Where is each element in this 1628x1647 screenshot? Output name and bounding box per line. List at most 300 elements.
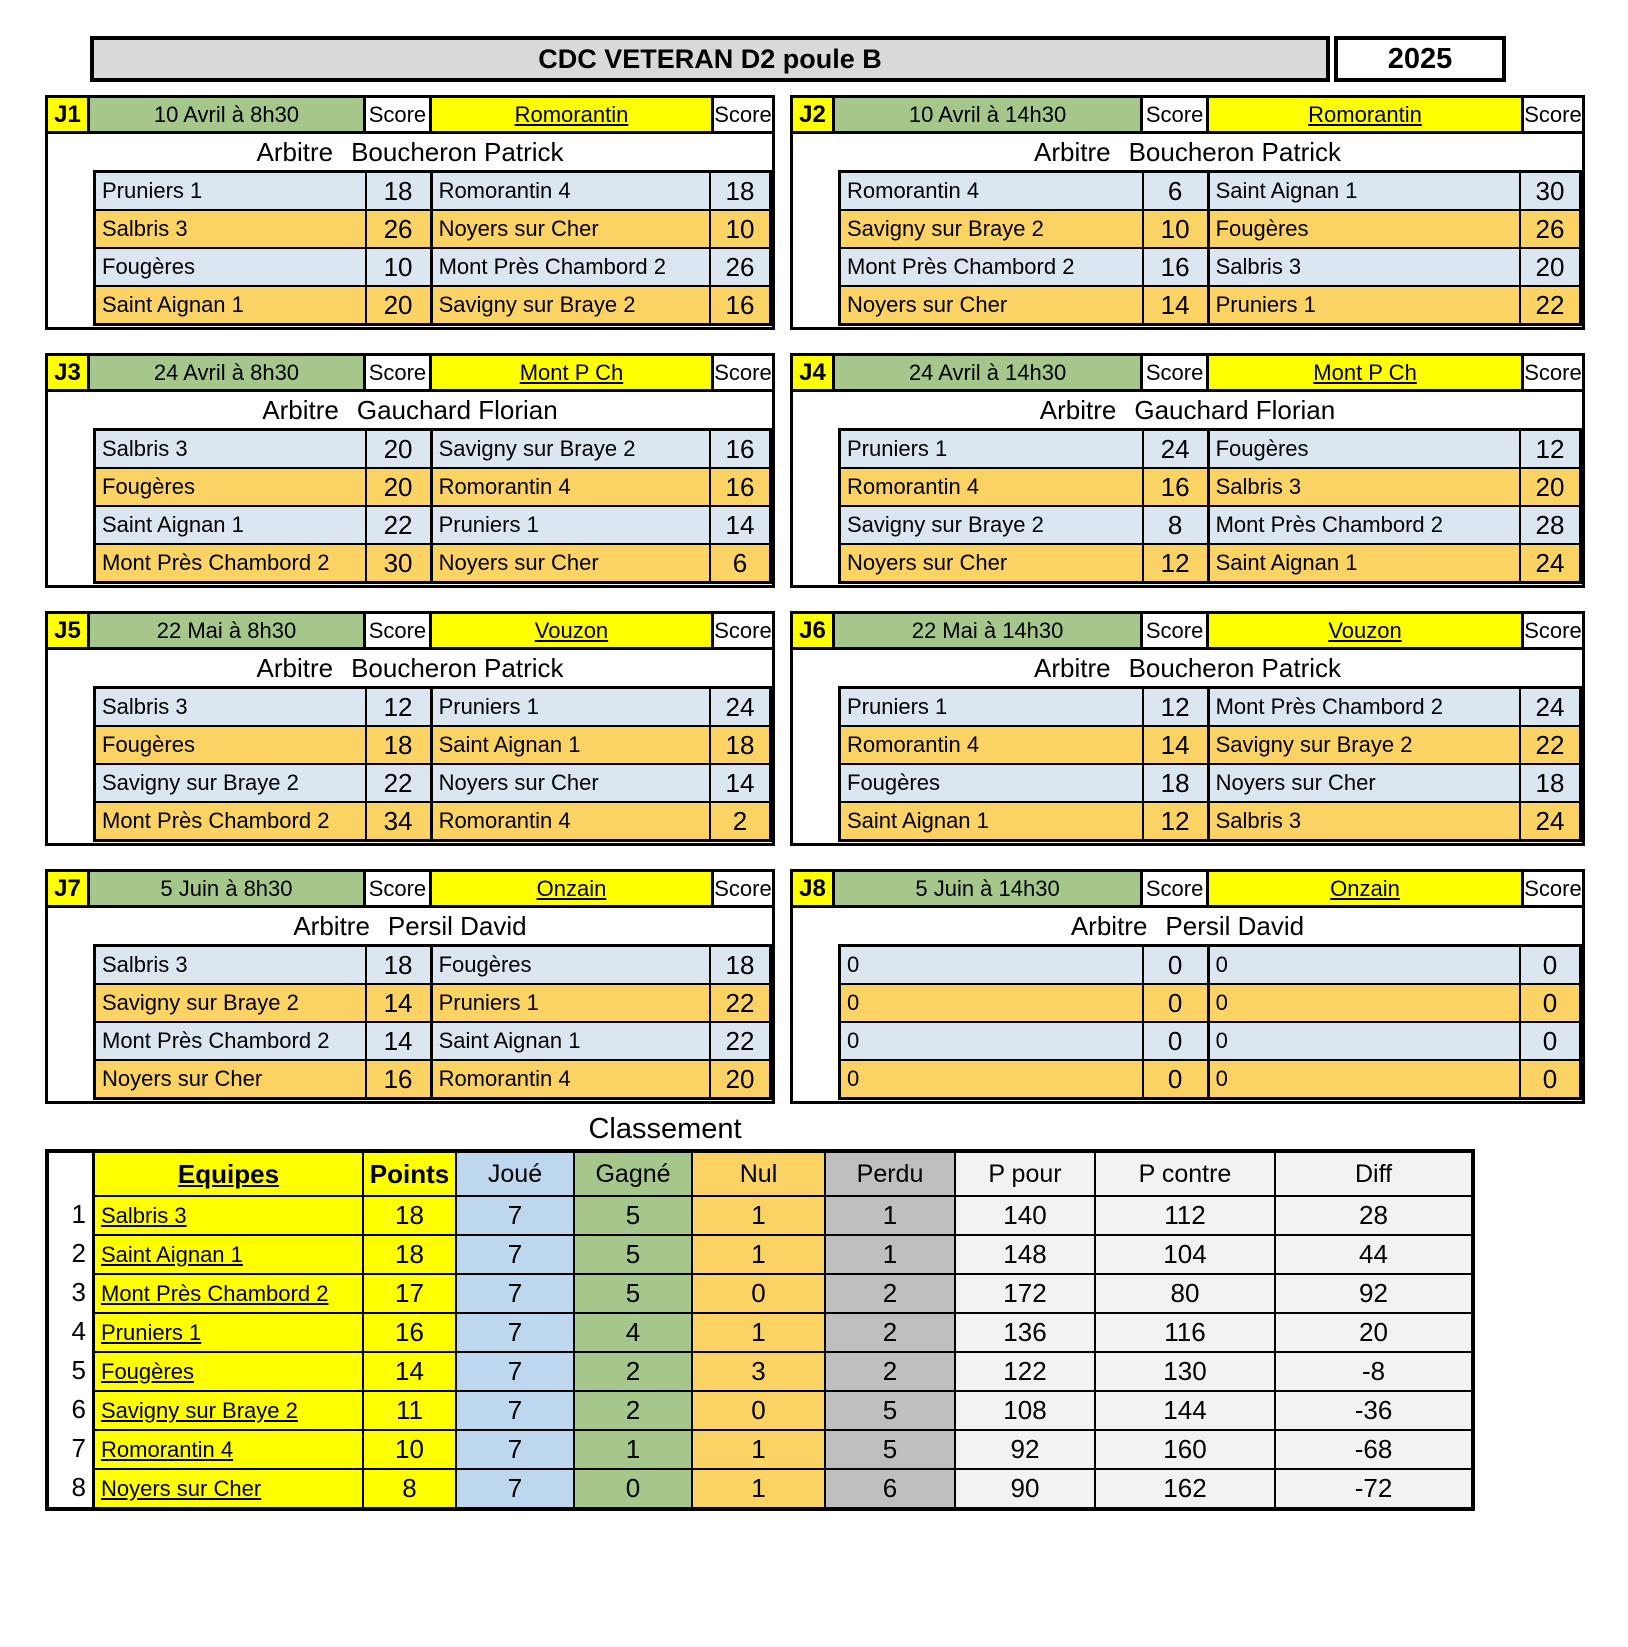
nul-header: Nul bbox=[693, 1153, 826, 1195]
home-team-cell: Pruniers 1 bbox=[96, 173, 367, 209]
round-id-cell: J2 bbox=[793, 98, 835, 131]
equipes-header: Equipes bbox=[92, 1153, 364, 1195]
away-score-cell: 18 bbox=[1535, 767, 1565, 798]
home-score-cell: 10 bbox=[1144, 211, 1210, 247]
away-team-cell: Savigny sur Braye 2 bbox=[433, 287, 711, 323]
match-row bbox=[841, 545, 1579, 581]
away-team-cell: Saint Aignan 1 bbox=[433, 727, 711, 763]
round-datetime-cell: 10 Avril à 14h30 bbox=[835, 98, 1143, 131]
nul-cell: 1 bbox=[693, 1429, 826, 1468]
joue-cell: 7 bbox=[457, 1312, 575, 1351]
away-score-cell: 24 bbox=[725, 691, 755, 722]
nul-cell: 1 bbox=[693, 1468, 826, 1507]
away-team-cell: Noyers sur Cher bbox=[433, 211, 711, 247]
home-score-cell: 12 bbox=[367, 689, 433, 725]
match-row bbox=[841, 431, 1579, 469]
points-cell: 16 bbox=[364, 1312, 457, 1351]
away-score-cell: 22 bbox=[725, 1025, 755, 1056]
diff-cell: -36 bbox=[1276, 1390, 1471, 1429]
away-score-cell: 14 bbox=[725, 767, 755, 798]
home-score-cell: 12 bbox=[1144, 545, 1210, 581]
home-score-cell: 18 bbox=[367, 947, 433, 983]
arbitre-name: Boucheron Patrick bbox=[1128, 136, 1342, 167]
arbitre-name: Boucheron Patrick bbox=[1128, 652, 1342, 683]
away-team-cell: Saint Aignan 1 bbox=[1210, 173, 1521, 209]
match-row bbox=[96, 803, 769, 839]
home-team-cell: Pruniers 1 bbox=[841, 431, 1144, 467]
home-score-cell: 20 bbox=[367, 431, 433, 467]
round-id-cell: J5 bbox=[48, 614, 90, 647]
score-header-right: Score bbox=[714, 872, 772, 905]
match-row bbox=[841, 173, 1579, 211]
score-header-left: Score bbox=[366, 614, 432, 647]
arbitre-row bbox=[48, 650, 772, 686]
home-score-cell: 20 bbox=[367, 469, 433, 505]
away-team-cell: Mont Près Chambord 2 bbox=[1210, 689, 1521, 725]
home-team-cell: Noyers sur Cher bbox=[96, 1061, 367, 1097]
round-header bbox=[48, 614, 772, 650]
match-row bbox=[96, 727, 769, 765]
p-contre-cell: 104 bbox=[1096, 1234, 1276, 1273]
classement-title: Classement bbox=[588, 1113, 742, 1145]
diff-cell: -68 bbox=[1276, 1429, 1471, 1468]
match-row bbox=[841, 985, 1579, 1023]
home-team-cell: Noyers sur Cher bbox=[841, 545, 1144, 581]
away-team-cell: Noyers sur Cher bbox=[433, 545, 711, 581]
gagne-cell: 5 bbox=[575, 1234, 693, 1273]
score-header-left: Score bbox=[1143, 98, 1209, 131]
gagne-cell: 2 bbox=[575, 1351, 693, 1390]
round-datetime-cell: 22 Mai à 14h30 bbox=[835, 614, 1143, 647]
away-score-cell: 24 bbox=[1535, 547, 1565, 578]
points-cell: 14 bbox=[364, 1351, 457, 1390]
away-team-cell: Pruniers 1 bbox=[1210, 287, 1521, 323]
round-datetime-cell: 10 Avril à 8h30 bbox=[90, 98, 366, 131]
home-score-cell: 18 bbox=[1144, 765, 1210, 801]
home-team-cell: Mont Près Chambord 2 bbox=[841, 249, 1144, 285]
match-row bbox=[841, 803, 1579, 839]
arbitre-name: Persil David bbox=[387, 910, 527, 941]
match-row bbox=[841, 727, 1579, 765]
match-row bbox=[96, 765, 769, 803]
round-block bbox=[45, 611, 775, 846]
round-header bbox=[48, 356, 772, 392]
perdu-cell: 2 bbox=[826, 1312, 956, 1351]
away-score-cell: 28 bbox=[1535, 509, 1565, 540]
home-score-cell: 16 bbox=[1144, 469, 1210, 505]
arbitre-name: Persil David bbox=[1165, 910, 1305, 941]
home-team-cell: Saint Aignan 1 bbox=[96, 287, 367, 323]
nul-cell: 1 bbox=[693, 1234, 826, 1273]
rank-cell: 1 bbox=[49, 1195, 92, 1234]
nul-cell: 1 bbox=[693, 1195, 826, 1234]
round-venue-cell: Mont P Ch bbox=[1209, 356, 1524, 389]
away-score-cell: 18 bbox=[725, 729, 755, 760]
away-score-cell: 2 bbox=[732, 805, 748, 836]
team-cell: Pruniers 1 bbox=[92, 1312, 364, 1351]
rank-header-cell bbox=[49, 1153, 92, 1195]
round-block bbox=[790, 353, 1585, 588]
home-score-cell: 12 bbox=[1144, 689, 1210, 725]
points-cell: 8 bbox=[364, 1468, 457, 1507]
team-cell: Savigny sur Braye 2 bbox=[92, 1390, 364, 1429]
team-cell: Mont Près Chambord 2 bbox=[92, 1273, 364, 1312]
match-row bbox=[96, 545, 769, 581]
away-score-cell: 20 bbox=[725, 1063, 755, 1094]
arbitre-row bbox=[48, 134, 772, 170]
score-header-left: Score bbox=[366, 98, 432, 131]
match-table bbox=[838, 944, 1582, 1100]
home-score-cell: 18 bbox=[367, 727, 433, 763]
arbitre-label: Arbitre bbox=[1033, 652, 1111, 683]
match-row bbox=[96, 469, 769, 507]
gagne-cell: 0 bbox=[575, 1468, 693, 1507]
gagne-cell: 2 bbox=[575, 1390, 693, 1429]
round-venue-cell: Vouzon bbox=[1209, 614, 1524, 647]
round-datetime-cell: 24 Avril à 8h30 bbox=[90, 356, 366, 389]
home-team-cell: Mont Près Chambord 2 bbox=[96, 803, 367, 839]
score-header-left: Score bbox=[1143, 872, 1209, 905]
home-team-cell: Savigny sur Braye 2 bbox=[841, 211, 1144, 247]
score-header-right: Score bbox=[1524, 98, 1582, 131]
home-team-cell: Salbris 3 bbox=[96, 689, 367, 725]
arbitre-row bbox=[793, 908, 1582, 944]
round-header bbox=[793, 872, 1582, 908]
home-score-cell: 14 bbox=[367, 985, 433, 1021]
p-pour-cell: 140 bbox=[956, 1195, 1096, 1234]
joue-cell: 7 bbox=[457, 1273, 575, 1312]
match-row bbox=[841, 469, 1579, 507]
match-table bbox=[93, 944, 772, 1100]
round-header bbox=[48, 872, 772, 908]
p-pour-cell: 90 bbox=[956, 1468, 1096, 1507]
away-team-cell: Savigny sur Braye 2 bbox=[1210, 727, 1521, 763]
home-team-cell: Mont Près Chambord 2 bbox=[96, 1023, 367, 1059]
away-team-cell: Romorantin 4 bbox=[433, 469, 711, 505]
home-team-cell: Fougères bbox=[96, 249, 367, 285]
home-team-cell: Mont Près Chambord 2 bbox=[96, 545, 367, 581]
arbitre-label: Arbitre bbox=[293, 910, 370, 941]
home-team-cell: Saint Aignan 1 bbox=[96, 507, 367, 543]
joue-cell: 7 bbox=[457, 1429, 575, 1468]
away-score-cell: 20 bbox=[1535, 471, 1565, 502]
score-header-left: Score bbox=[366, 872, 432, 905]
round-header bbox=[793, 98, 1582, 134]
round-block bbox=[790, 611, 1585, 846]
diff-header: Diff bbox=[1276, 1153, 1471, 1195]
p-contre-cell: 162 bbox=[1096, 1468, 1276, 1507]
round-datetime-cell: 5 Juin à 8h30 bbox=[90, 872, 366, 905]
home-score-cell: 22 bbox=[367, 765, 433, 801]
away-team-cell: 0 bbox=[1210, 1061, 1521, 1097]
round-header bbox=[48, 98, 772, 134]
nul-cell: 0 bbox=[693, 1390, 826, 1429]
match-row bbox=[96, 249, 769, 287]
away-team-cell: 0 bbox=[1210, 1023, 1521, 1059]
p-contre-cell: 116 bbox=[1096, 1312, 1276, 1351]
round-venue-cell: Onzain bbox=[1209, 872, 1524, 905]
p-contre-cell: 130 bbox=[1096, 1351, 1276, 1390]
score-header-right: Score bbox=[714, 614, 772, 647]
p-pour-cell: 108 bbox=[956, 1390, 1096, 1429]
away-score-cell: 16 bbox=[725, 433, 755, 464]
arbitre-label: Arbitre bbox=[1039, 394, 1117, 425]
round-header bbox=[793, 614, 1582, 650]
away-score-cell: 6 bbox=[732, 547, 748, 578]
round-block bbox=[45, 95, 775, 330]
arbitre-row bbox=[793, 392, 1582, 428]
home-team-cell: Romorantin 4 bbox=[841, 469, 1144, 505]
away-score-cell: 18 bbox=[725, 175, 755, 206]
gagne-cell: 4 bbox=[575, 1312, 693, 1351]
arbitre-row bbox=[48, 908, 772, 944]
rank-cell: 6 bbox=[49, 1390, 92, 1429]
home-score-cell: 0 bbox=[1144, 985, 1210, 1021]
points-cell: 10 bbox=[364, 1429, 457, 1468]
rank-cell: 8 bbox=[49, 1468, 92, 1507]
p-pour-header: P pour bbox=[956, 1153, 1096, 1195]
match-row bbox=[96, 211, 769, 249]
match-row bbox=[96, 431, 769, 469]
arbitre-name: Boucheron Patrick bbox=[351, 652, 564, 683]
points-cell: 17 bbox=[364, 1273, 457, 1312]
home-team-cell: 0 bbox=[841, 985, 1144, 1021]
arbitre-row bbox=[793, 134, 1582, 170]
home-score-cell: 24 bbox=[1144, 431, 1210, 467]
match-table bbox=[838, 428, 1582, 584]
gagne-cell: 5 bbox=[575, 1273, 693, 1312]
sheet-header bbox=[0, 36, 1628, 82]
away-team-cell: Noyers sur Cher bbox=[433, 765, 711, 801]
away-team-cell: Pruniers 1 bbox=[433, 689, 711, 725]
round-id-cell: J3 bbox=[48, 356, 90, 389]
round-datetime-cell: 24 Avril à 14h30 bbox=[835, 356, 1143, 389]
arbitre-label: Arbitre bbox=[1070, 910, 1148, 941]
arbitre-label: Arbitre bbox=[262, 394, 339, 425]
p-contre-cell: 80 bbox=[1096, 1273, 1276, 1312]
diff-cell: 28 bbox=[1276, 1195, 1471, 1234]
rank-cell: 4 bbox=[49, 1312, 92, 1351]
round-id-cell: J1 bbox=[48, 98, 90, 131]
match-row bbox=[841, 1061, 1579, 1097]
home-score-cell: 34 bbox=[367, 803, 433, 839]
away-team-cell: Pruniers 1 bbox=[433, 985, 711, 1021]
round-id-cell: J6 bbox=[793, 614, 835, 647]
match-row bbox=[841, 507, 1579, 545]
score-header-left: Score bbox=[1143, 614, 1209, 647]
round-id-cell: J4 bbox=[793, 356, 835, 389]
home-team-cell: Savigny sur Braye 2 bbox=[96, 765, 367, 801]
away-team-cell: Fougères bbox=[1210, 431, 1521, 467]
round-datetime-cell: 22 Mai à 8h30 bbox=[90, 614, 366, 647]
joue-cell: 7 bbox=[457, 1468, 575, 1507]
home-team-cell: Salbris 3 bbox=[96, 431, 367, 467]
team-cell: Noyers sur Cher bbox=[92, 1468, 364, 1507]
team-cell: Salbris 3 bbox=[92, 1195, 364, 1234]
home-score-cell: 14 bbox=[1144, 727, 1210, 763]
away-score-cell: 16 bbox=[725, 471, 755, 502]
score-header-right: Score bbox=[1524, 872, 1582, 905]
home-score-cell: 6 bbox=[1144, 173, 1210, 209]
page-title: CDC VETERAN D2 poule B bbox=[90, 36, 1330, 82]
diff-cell: 20 bbox=[1276, 1312, 1471, 1351]
away-score-cell: 24 bbox=[1535, 691, 1565, 722]
away-score-cell: 24 bbox=[1535, 805, 1565, 836]
away-score-cell: 30 bbox=[1535, 175, 1565, 206]
p-pour-cell: 172 bbox=[956, 1273, 1096, 1312]
away-score-cell: 22 bbox=[725, 987, 755, 1018]
match-table bbox=[838, 686, 1582, 842]
home-team-cell: Savigny sur Braye 2 bbox=[841, 507, 1144, 543]
home-score-cell: 10 bbox=[367, 249, 433, 285]
match-table bbox=[93, 686, 772, 842]
nul-cell: 3 bbox=[693, 1351, 826, 1390]
perdu-cell: 5 bbox=[826, 1390, 956, 1429]
home-score-cell: 16 bbox=[1144, 249, 1210, 285]
away-score-cell: 26 bbox=[1535, 213, 1565, 244]
perdu-cell: 2 bbox=[826, 1273, 956, 1312]
p-pour-cell: 122 bbox=[956, 1351, 1096, 1390]
perdu-cell: 1 bbox=[826, 1234, 956, 1273]
away-team-cell: Romorantin 4 bbox=[433, 173, 711, 209]
away-team-cell: Mont Près Chambord 2 bbox=[1210, 507, 1521, 543]
arbitre-row bbox=[793, 650, 1582, 686]
score-header-left: Score bbox=[1143, 356, 1209, 389]
away-team-cell: Fougères bbox=[1210, 211, 1521, 247]
home-score-cell: 16 bbox=[367, 1061, 433, 1097]
home-score-cell: 22 bbox=[367, 507, 433, 543]
team-cell: Fougères bbox=[92, 1351, 364, 1390]
match-row bbox=[841, 765, 1579, 803]
away-team-cell: Saint Aignan 1 bbox=[433, 1023, 711, 1059]
match-row bbox=[841, 211, 1579, 249]
year-badge: 2025 bbox=[1334, 36, 1506, 82]
perdu-cell: 2 bbox=[826, 1351, 956, 1390]
round-header bbox=[793, 356, 1582, 392]
home-team-cell: 0 bbox=[841, 947, 1144, 983]
gagne-header: Gagné bbox=[575, 1153, 693, 1195]
score-header-right: Score bbox=[714, 356, 772, 389]
gagne-cell: 5 bbox=[575, 1195, 693, 1234]
away-team-cell: Noyers sur Cher bbox=[1210, 765, 1521, 801]
away-score-cell: 10 bbox=[725, 213, 755, 244]
match-table bbox=[93, 170, 772, 326]
home-team-cell: Romorantin 4 bbox=[841, 173, 1144, 209]
joue-cell: 7 bbox=[457, 1390, 575, 1429]
arbitre-label: Arbitre bbox=[1033, 136, 1111, 167]
match-row bbox=[841, 1023, 1579, 1061]
away-team-cell: Pruniers 1 bbox=[433, 507, 711, 543]
round-venue-cell: Romorantin bbox=[432, 98, 714, 131]
gagne-cell: 1 bbox=[575, 1429, 693, 1468]
rank-cell: 2 bbox=[49, 1234, 92, 1273]
match-row bbox=[841, 287, 1579, 323]
home-score-cell: 0 bbox=[1144, 1061, 1210, 1097]
away-score-cell: 20 bbox=[1535, 251, 1565, 282]
home-score-cell: 18 bbox=[367, 173, 433, 209]
away-team-cell: Savigny sur Braye 2 bbox=[433, 431, 711, 467]
p-pour-cell: 92 bbox=[956, 1429, 1096, 1468]
arbitre-name: Gauchard Florian bbox=[356, 394, 558, 425]
team-cell: Romorantin 4 bbox=[92, 1429, 364, 1468]
round-datetime-cell: 5 Juin à 14h30 bbox=[835, 872, 1143, 905]
away-score-cell: 14 bbox=[725, 509, 755, 540]
diff-cell: -8 bbox=[1276, 1351, 1471, 1390]
home-team-cell: Pruniers 1 bbox=[841, 689, 1144, 725]
away-team-cell: 0 bbox=[1210, 985, 1521, 1021]
round-venue-cell: Vouzon bbox=[432, 614, 714, 647]
perdu-header: Perdu bbox=[826, 1153, 956, 1195]
p-contre-cell: 160 bbox=[1096, 1429, 1276, 1468]
score-header-right: Score bbox=[1524, 614, 1582, 647]
home-score-cell: 30 bbox=[367, 545, 433, 581]
rank-cell: 7 bbox=[49, 1429, 92, 1468]
round-venue-cell: Romorantin bbox=[1209, 98, 1524, 131]
team-cell: Saint Aignan 1 bbox=[92, 1234, 364, 1273]
joue-cell: 7 bbox=[457, 1195, 575, 1234]
arbitre-label: Arbitre bbox=[256, 652, 334, 683]
rank-cell: 3 bbox=[49, 1273, 92, 1312]
points-cell: 18 bbox=[364, 1195, 457, 1234]
p-pour-cell: 148 bbox=[956, 1234, 1096, 1273]
away-team-cell: Salbris 3 bbox=[1210, 469, 1521, 505]
joue-cell: 7 bbox=[457, 1351, 575, 1390]
home-team-cell: Fougères bbox=[96, 469, 367, 505]
round-block bbox=[790, 869, 1585, 1104]
home-score-cell: 14 bbox=[1144, 287, 1210, 323]
home-score-cell: 0 bbox=[1144, 1023, 1210, 1059]
away-team-cell: Romorantin 4 bbox=[433, 1061, 711, 1097]
away-team-cell: 0 bbox=[1210, 947, 1521, 983]
points-header: Points bbox=[364, 1153, 457, 1195]
match-table bbox=[838, 170, 1582, 326]
match-table bbox=[93, 428, 772, 584]
home-score-cell: 20 bbox=[367, 287, 433, 323]
home-team-cell: Savigny sur Braye 2 bbox=[96, 985, 367, 1021]
joue-cell: 7 bbox=[457, 1234, 575, 1273]
nul-cell: 0 bbox=[693, 1273, 826, 1312]
home-team-cell: Salbris 3 bbox=[96, 211, 367, 247]
away-team-cell: Salbris 3 bbox=[1210, 249, 1521, 285]
arbitre-label: Arbitre bbox=[256, 136, 334, 167]
match-row bbox=[841, 947, 1579, 985]
p-pour-cell: 136 bbox=[956, 1312, 1096, 1351]
perdu-cell: 1 bbox=[826, 1195, 956, 1234]
match-row bbox=[96, 985, 769, 1023]
round-id-cell: J7 bbox=[48, 872, 90, 905]
diff-cell: 92 bbox=[1276, 1273, 1471, 1312]
home-team-cell: Noyers sur Cher bbox=[841, 287, 1144, 323]
home-team-cell: 0 bbox=[841, 1061, 1144, 1097]
home-score-cell: 26 bbox=[367, 211, 433, 247]
round-venue-cell: Mont P Ch bbox=[432, 356, 714, 389]
arbitre-row bbox=[48, 392, 772, 428]
perdu-cell: 5 bbox=[826, 1429, 956, 1468]
score-header-left: Score bbox=[366, 356, 432, 389]
away-score-cell: 0 bbox=[1542, 987, 1558, 1018]
match-row bbox=[96, 1023, 769, 1061]
home-score-cell: 0 bbox=[1144, 947, 1210, 983]
match-row bbox=[96, 507, 769, 545]
away-score-cell: 0 bbox=[1542, 1025, 1558, 1056]
away-score-cell: 22 bbox=[1535, 289, 1565, 320]
joue-header: Joué bbox=[457, 1153, 575, 1195]
away-score-cell: 0 bbox=[1542, 949, 1558, 980]
arbitre-name: Boucheron Patrick bbox=[351, 136, 564, 167]
round-block bbox=[45, 869, 775, 1104]
score-header-right: Score bbox=[714, 98, 772, 131]
match-row bbox=[841, 249, 1579, 287]
